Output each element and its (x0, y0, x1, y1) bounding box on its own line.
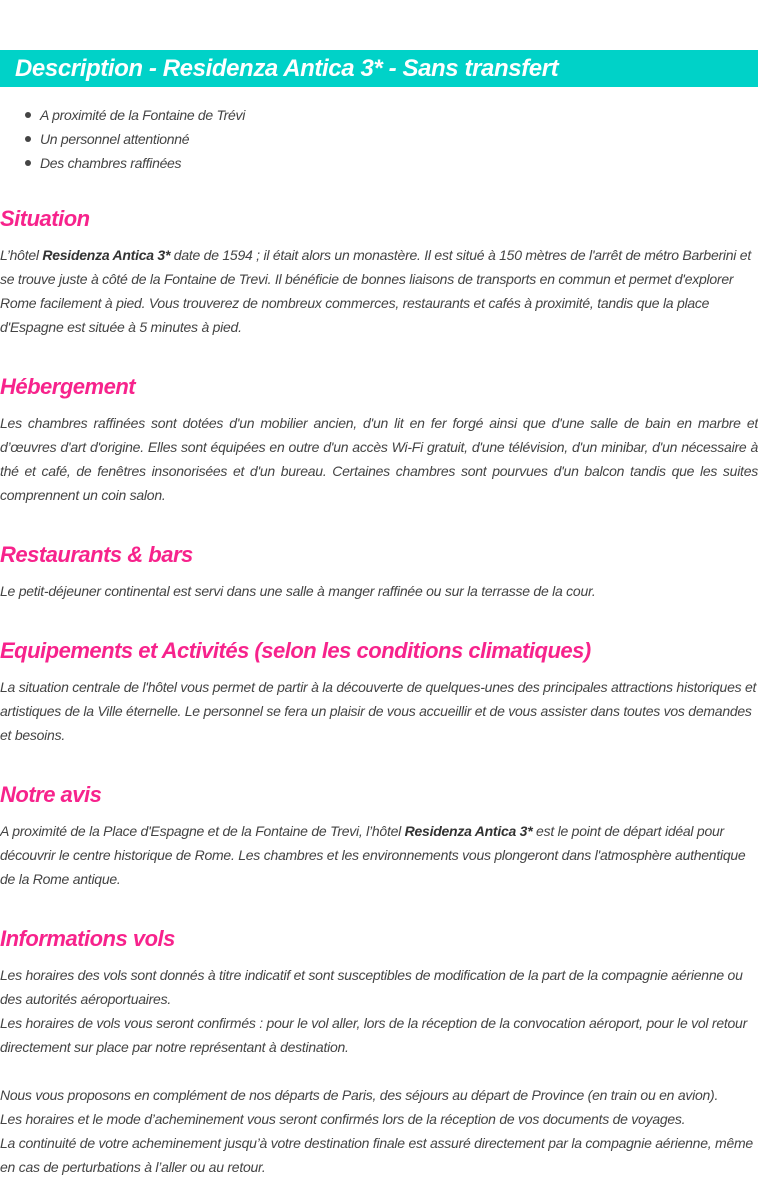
section-heading: Notre avis (0, 782, 102, 807)
section-vols (0, 923, 758, 1179)
hotel-name: Residenza Antica 3* (42, 247, 171, 263)
section-equipements (0, 635, 758, 747)
section-heading: Equipements et Activités (selon les conditions climatiques) (0, 638, 591, 663)
description-title-bar (0, 50, 758, 87)
flight-info-line: Nous vous proposons en complément de nos départs de Paris, des séjours au départ de Province (en train ou en avion). (0, 1087, 719, 1103)
section-heading: Restaurants & bars (0, 542, 193, 567)
section-text: L’hôtel Residenza Antica 3* date de 1594 ; il était alors un monastère. Il est situé à 150 mètres de l'arrêt de métro Barberini et se trouve juste à côté de la Fontaine de Trevi. Il bénéficie de bonnes liaisons de transports en commun et permet d'explorer Rome facilement à pied. Vous trouverez de nombreux commerces, restaurants et cafés à proximité, tandis que la place d'Espagne est située à 5 minutes à pied. (0, 247, 751, 335)
section-avis (0, 779, 758, 891)
page-title: Description - Residenza Antica 3* - Sans transfert (15, 55, 559, 82)
section-heading: Hébergement (0, 374, 136, 399)
section-text: Le petit-déjeuner continental est servi dans une salle à manger raffinée ou sur la terrasse de la cour. (0, 583, 596, 599)
highlight-item: A proximité de la Fontaine de Trévi (0, 103, 245, 127)
section-text (0, 963, 758, 1179)
bullet-icon (25, 112, 31, 118)
flight-info-line: Les horaires de vols vous seront confirmés : pour le vol aller, lors de la réception de la convocation aéroport, pour le vol retour directement sur place par notre représentant à destination. (0, 1015, 747, 1055)
highlights-list (0, 103, 245, 175)
section-text: A proximité de la Place d'Espagne et de la Fontaine de Trevi, l’hôtel Residenza Antica 3* est le point de départ idéal pour découvrir le centre historique de Rome. Les chambres et les environnements vous plongeront dans l'atmosphère authentique de la Rome antique. (0, 823, 746, 887)
section-hebergement (0, 371, 758, 507)
section-situation (0, 203, 758, 339)
section-heading: Informations vols (0, 926, 175, 951)
highlight-item: Un personnel attentionné (0, 127, 245, 151)
flight-info-line: Les horaires des vols sont donnés à titre indicatif et sont susceptibles de modification de la part de la compagnie aérienne ou des autorités aéroportuaires. (0, 967, 743, 1007)
highlight-item: Des chambres raffinées (0, 151, 245, 175)
section-text: La situation centrale de l'hôtel vous permet de partir à la découverte de quelques-unes des principales attractions historiques et artistiques de la Ville éternelle. Le personnel se fera un plaisir de vous accueillir et de vous assister dans toutes vos demandes et besoins. (0, 679, 757, 743)
hotel-name: Residenza Antica 3* (404, 823, 533, 839)
section-restaurants (0, 539, 758, 603)
section-heading: Situation (0, 206, 90, 231)
bullet-icon (25, 160, 31, 166)
section-text: Les chambres raffinées sont dotées d'un mobilier ancien, d'un lit en fer forgé ainsi que d'une salle de bain en marbre et d’œuvres d'art d'origine. Elles sont équipées en outre d'un accès Wi-Fi gratuit, d'une télévision, d'un minibar, d'un nécessaire à thé et café, de fenêtres insonorisées et d'un bureau. Certaines chambres sont pourvues d'un balcon tandis que les suites comprennent un coin salon. (0, 415, 758, 503)
bullet-icon (25, 136, 31, 142)
flight-info-line: La continuité de votre acheminement jusqu’à votre destination finale est assuré directement par la compagnie aérienne, même en cas de perturbations à l’aller ou au retour. (0, 1135, 753, 1175)
paragraph-gap (0, 1059, 758, 1083)
flight-info-line: Les horaires et le mode d’acheminement vous seront confirmés lors de la réception de vos documents de voyages. (0, 1111, 686, 1127)
